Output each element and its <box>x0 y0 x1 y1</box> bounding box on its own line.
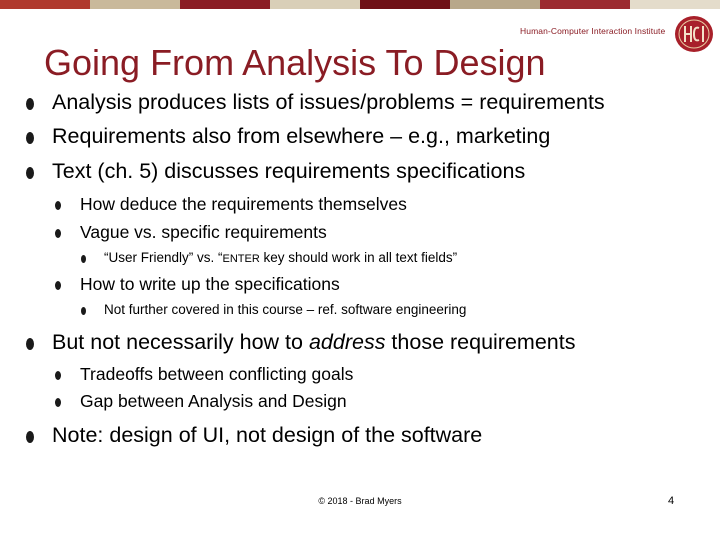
bullet-dot-icon <box>55 201 61 210</box>
list-item-text: Requirements also from elsewhere – e.g., marketing <box>52 124 551 148</box>
page-title: Going From Analysis To Design <box>44 42 546 83</box>
list-item <box>104 302 466 317</box>
bullet-dot-icon <box>55 229 61 238</box>
list-item <box>80 274 340 295</box>
institute-name: Human-Computer Interaction Institute <box>520 26 666 36</box>
list-item-text: those requirements <box>385 330 576 354</box>
emphasized-text: address <box>308 330 386 354</box>
bullet-dot-icon <box>81 255 86 263</box>
enter-key-label: ENTER <box>222 253 260 265</box>
list-item <box>52 159 525 184</box>
list-item-text: key should work in all text fields” <box>259 250 458 265</box>
list-item <box>104 250 457 265</box>
list-item-text: “User Friendly” vs. “ <box>104 250 223 265</box>
list-item <box>80 194 407 215</box>
bullet-dot-icon <box>26 132 34 144</box>
list-item-text: How to write up the specifications <box>80 274 340 294</box>
list-item <box>80 391 347 412</box>
list-item <box>52 124 550 149</box>
list-item-text: Gap between Analysis and Design <box>80 391 347 411</box>
list-item <box>80 364 353 385</box>
list-item-text: But not necessarily how to <box>52 330 309 354</box>
list-item-text: Analysis produces lists of issues/problems = requirements <box>52 90 605 114</box>
bullet-dot-icon <box>81 307 86 315</box>
list-item-text: Vague vs. specific requirements <box>80 222 327 242</box>
list-item-text: Text (ch. 5) discusses requirements specifications <box>52 159 526 183</box>
bullet-dot-icon <box>26 167 34 179</box>
bullet-dot-icon <box>55 281 61 290</box>
bullet-dot-icon <box>55 371 61 380</box>
list-item-text: Note: design of UI, not design of the software <box>52 423 483 447</box>
bullet-dot-icon <box>26 98 34 110</box>
bullet-dot-icon <box>26 338 34 350</box>
list-item <box>52 330 575 355</box>
page-number: 4 <box>668 495 675 507</box>
list-item-text: How deduce the requirements themselves <box>80 194 407 214</box>
list-item <box>52 423 482 448</box>
bullet-dot-icon <box>26 431 34 443</box>
list-item <box>52 90 605 115</box>
list-item <box>80 222 327 243</box>
list-item-text: Not further covered in this course – ref. software engineering <box>104 302 467 317</box>
list-item-text: Tradeoffs between conflicting goals <box>80 364 354 384</box>
footer-copyright: © 2018 - Brad Myers <box>318 496 402 506</box>
bullet-dot-icon <box>55 398 61 407</box>
